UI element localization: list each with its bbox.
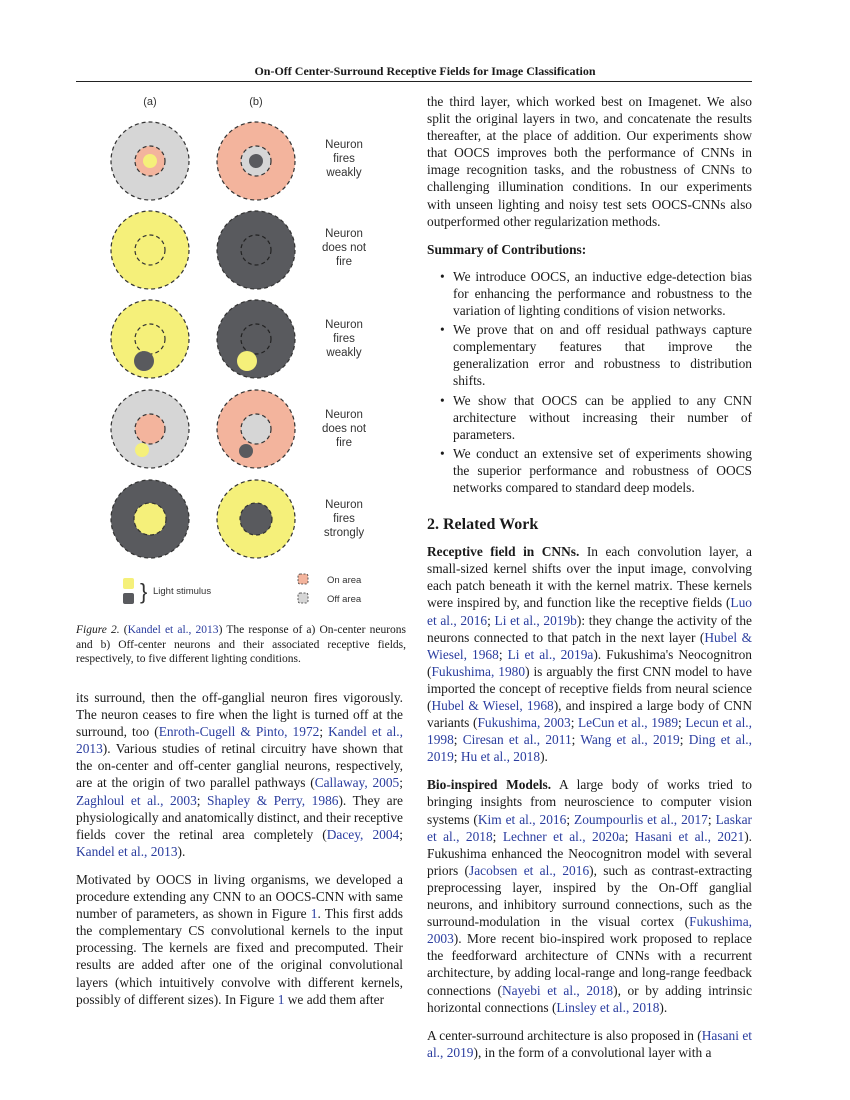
text: ): they change the activity of the neurons connected to that patch in the next layer ( — [427, 612, 753, 645]
response-line: does not — [321, 423, 367, 435]
run-in-heading: Bio-inspired Models. — [427, 777, 552, 793]
citation-link[interactable]: Dacey, 2004 — [326, 826, 400, 842]
citation-link[interactable]: Ciresan et al., 2011 — [462, 732, 572, 748]
text: ; — [399, 826, 403, 842]
off-center-center — [241, 414, 271, 444]
response-line: weakly — [326, 167, 362, 179]
legend-brace: } — [140, 579, 148, 604]
text: ; — [624, 828, 635, 844]
text: ). Fukushima enhanced the Neocognitron model with several priors ( — [427, 828, 752, 878]
dark-stimulus — [134, 351, 154, 371]
citation-link[interactable]: Fukushima, 2003 — [477, 715, 571, 731]
left-column — [76, 689, 403, 1019]
row-2 — [111, 211, 367, 289]
legend-dark-swatch — [123, 593, 134, 604]
response-line: fire — [336, 437, 352, 449]
dark-stimulus — [239, 444, 253, 458]
text: ; — [492, 828, 503, 844]
text: ). — [659, 999, 668, 1015]
paragraph — [76, 871, 403, 1008]
citation-link[interactable]: Kandel et al., 2013 — [76, 843, 178, 859]
text: ), and inspired a large body of CNN variants ( — [427, 698, 752, 731]
running-header: On-Off Center-Surround Receptive Fields for Image Classification — [254, 64, 596, 78]
citation-link[interactable]: Kim et al., 2016 — [477, 811, 567, 827]
text: ). More recent bio-inspired work proposed to replace the feedforward architecture of CNNs with a recurrent architecture, by adding local-range and long-range feedback connections ( — [427, 931, 752, 998]
text: ) is arguably the first CNN model to have imported the concept of receptive fields from neural science ( — [427, 663, 752, 713]
on-center-surround — [111, 211, 189, 289]
light-stimulus-center — [134, 503, 166, 535]
row-5 — [111, 480, 364, 558]
text: ), in the form of a convolutional layer with a — [473, 1044, 712, 1060]
citation-link[interactable]: Kandel et al., 2013 — [76, 724, 403, 757]
paragraph — [427, 776, 752, 1015]
citation-link[interactable]: Lechner et al., 2020a — [502, 828, 625, 844]
text: ; — [399, 775, 403, 791]
citation-link[interactable]: Shapley & Perry, 1986 — [207, 792, 339, 808]
list-item: • We conduct an extensive set of experiments showing the superior performance and robustness of OOCS networks compared to standard deep models. — [453, 445, 752, 496]
citation-link[interactable]: Hasani et al., 2021 — [634, 828, 745, 844]
text: ). They are physiologically and anatomically distinct, and their receptive fields cover the retinal area completely ( — [76, 792, 403, 842]
text: ). Various studies of retinal circuitry have shown that the on-center and off-center ganglial neurons, respectively, are at the origin of two parallel pathways ( — [76, 741, 403, 791]
text: ; — [679, 732, 689, 748]
citation-link[interactable]: Luo et al., 2016 — [427, 595, 752, 628]
figure-ref-link[interactable]: 1 — [277, 991, 285, 1007]
text: ; — [453, 732, 463, 748]
citation-link[interactable]: Laskar et al., 2018 — [427, 811, 753, 844]
text: ; — [487, 612, 495, 628]
text: ; — [571, 732, 581, 748]
row-3 — [111, 300, 363, 378]
citation-link[interactable]: Fukushima, 2003 — [427, 914, 752, 947]
legend-off-swatch — [298, 593, 308, 603]
response-line: fires — [333, 153, 355, 165]
text: ). — [177, 843, 186, 859]
citation-link[interactable]: Lecun et al., 1998 — [427, 715, 752, 748]
row-4 — [111, 390, 367, 468]
legend-on-area: On area — [327, 575, 362, 586]
column-label-b: (b) — [249, 96, 263, 108]
text: ). — [540, 749, 548, 765]
figure-2 — [76, 88, 406, 623]
paragraph: the third layer, which worked best on Imagenet. We also split the original layers in two, and concatenate the results thereafter, at the place of addition. Our experiments show that OOCS improves both the performance of CNNs in image recognition tasks, and the robustness of CNNs to challenging illumination conditions. In our experiments with unseen lighting and noisy test sets OOCS-CNNs also outperformed other regularization methods. — [427, 94, 752, 229]
figure-caption: Figure 2. (Kandel et al., 2013) The response of a) On-center neurons and b) Off-center neurons and their associated receptive fields, respectively, to five different lighting conditions. — [76, 624, 406, 665]
citation-link[interactable]: Zoumpourlis et al., 2017 — [574, 811, 708, 827]
column-label-a: (a) — [143, 96, 157, 108]
citation-link[interactable]: Linsley et al., 2018 — [556, 999, 660, 1015]
response-line: Neuron — [325, 139, 363, 151]
legend-light-stimulus: Light stimulus — [153, 586, 212, 597]
text: we add them after — [284, 991, 385, 1007]
legend-off-area: Off area — [327, 594, 362, 605]
citation-link[interactable]: Li et al., 2019b — [494, 612, 577, 628]
dark-stimulus-center — [240, 503, 272, 535]
list-item: • We prove that on and off residual pathways capture complementary features that improve the generalization error and robustness to distribution shifts. — [453, 321, 752, 389]
text: ; — [498, 646, 508, 662]
citation-link[interactable]: Hubel & Wiesel, 1968 — [431, 698, 554, 713]
text: ). Fukushima's Neocognitron ( — [427, 646, 752, 679]
citation-link[interactable]: Hubel & Wiesel, 1968 — [427, 629, 752, 662]
off-center-surround — [217, 300, 295, 378]
citation-link[interactable]: Ding et al., 2019 — [427, 732, 752, 765]
caption-text: The response of a) On-center neurons and b) Off-center neurons and their associated receptive fields, respectively, to five different lighting conditions. — [76, 624, 406, 665]
citation-link[interactable]: Kandel et al., 2013 — [127, 624, 219, 636]
header-rule — [76, 81, 752, 82]
text: Motivated by OOCS in living organisms, we developed a procedure extending any CNN to an OOCS-CNN with same number of parameters, as shown in Figure — [76, 871, 403, 922]
text: A large body of works tried to bringing insights from neuroscience to computer vision systems ( — [427, 777, 752, 827]
text: ), or by adding intrinsic horizontal connections ( — [427, 982, 753, 1015]
text: ; — [319, 724, 329, 740]
text: . This first adds the complementary CS convolutional kernels to the input processing. The kernels are fixed and precomputed. Their results are added after one of the original convolutional layers (which intuitively convolve with different kernels, possibly of different sizes). In Figure — [76, 906, 403, 1007]
off-center-surround — [217, 211, 295, 289]
response-line: Neuron — [325, 499, 363, 511]
citation-link[interactable]: LeCun et al., 1989 — [578, 715, 679, 731]
caption-label: Figure 2. — [76, 624, 120, 636]
citation-link[interactable]: Zaghloul et al., 2003 — [76, 792, 197, 808]
summary-heading: Summary of Contributions: — [427, 241, 587, 257]
response-line: fires — [333, 333, 355, 345]
citation-link[interactable]: Hu et al., 2018 — [460, 749, 541, 765]
citation-link[interactable]: Jacobsen et al., 2016 — [469, 862, 590, 878]
citation-link[interactable]: Nayebi et al., 2018 — [501, 982, 614, 998]
text: ; — [196, 792, 208, 808]
on-center-center — [135, 414, 165, 444]
paragraph — [427, 1027, 752, 1061]
list-item: • We show that OOCS can be applied to any CNN architecture without increasing their number of parameters. — [453, 392, 752, 443]
citation-link[interactable]: Li et al., 2019a — [507, 646, 594, 662]
right-column — [427, 93, 752, 1072]
run-in-heading: Receptive field in CNNs. — [427, 544, 580, 560]
text: ; — [566, 811, 575, 827]
text: In each convolution layer, a small-sized kernel shifts over the input image, convolving each patch beneath it with the kernel matrix. These kernels were inspired by, and function like the receptive fields ( — [427, 544, 752, 611]
citation-link[interactable]: Wang et al., 2019 — [580, 732, 680, 748]
response-line: Neuron — [325, 228, 363, 240]
text: A center-surround architecture is also proposed in ( — [427, 1027, 702, 1043]
figure-ref-link[interactable]: 1 — [310, 906, 318, 922]
citation-link[interactable]: Fukushima, 1980 — [431, 663, 526, 679]
receptive-field-diagram — [76, 88, 406, 623]
citation-link[interactable]: Enroth-Cugell & Pinto, 1972 — [158, 724, 320, 740]
text: ), such as contrast-extracting preprocessing layer, inspired by the On-Off ganglial neurons, and inhibitory surround connections, such as the surround-modulation in the visual cortex ( — [427, 862, 752, 930]
citation-link[interactable]: Hasani et al., 2019 — [427, 1027, 752, 1060]
text: ; — [678, 715, 686, 731]
response-line: strongly — [323, 527, 365, 539]
paragraph — [76, 689, 403, 860]
paragraph — [427, 543, 752, 765]
text: ; — [707, 811, 716, 827]
light-stimulus — [135, 443, 149, 457]
response-line: fires — [333, 513, 355, 525]
legend-on-swatch — [298, 574, 308, 584]
response-line: does not — [321, 242, 367, 254]
list-item: • We introduce OOCS, an inductive edge-detection bias for enhancing the performance and robustness to the variation of lighting conditions of vision networks. — [453, 268, 752, 319]
text: ; — [570, 715, 578, 731]
light-stimulus — [237, 351, 257, 371]
row-1 — [111, 122, 363, 200]
text: ; — [453, 749, 461, 765]
citation-link[interactable]: Callaway, 2005 — [314, 775, 400, 791]
legend — [123, 574, 362, 605]
response-line: weakly — [326, 347, 362, 359]
legend-light-swatch — [123, 578, 134, 589]
response-line: fire — [336, 256, 352, 268]
response-line: Neuron — [325, 409, 363, 421]
contributions-list — [427, 268, 752, 496]
response-line: Neuron — [325, 319, 363, 331]
light-stimulus — [143, 154, 157, 168]
section-heading: 2. Related Work — [427, 516, 539, 534]
dark-stimulus — [249, 154, 263, 168]
text: its surround, then the off-ganglial neuron fires vigorously. The neuron ceases to fire when the light is turned off at the surround, too ( — [76, 690, 403, 740]
